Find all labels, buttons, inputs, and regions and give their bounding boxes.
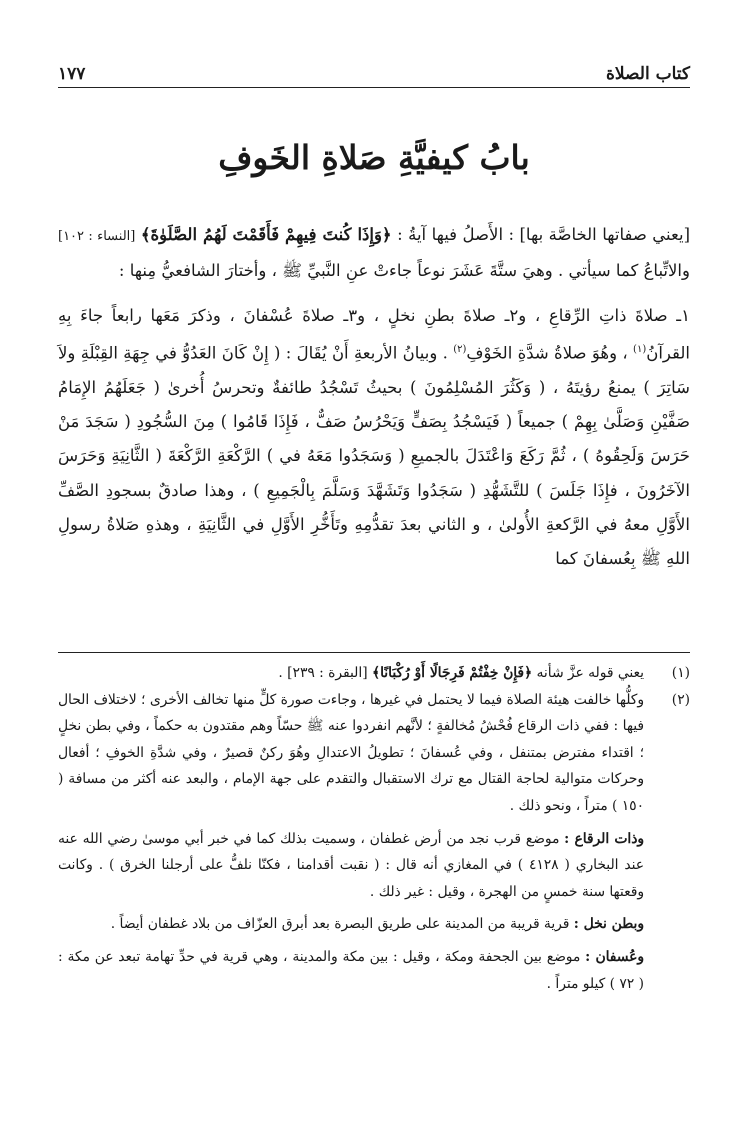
footnote-2-text: وكلُّها خالفت هيئة الصلاة فيما لا يحتمل في غيرها ، وجاءت صورة كلٍّ منها تخالف الأخرى ؛ لاختلاف الحال فيها : ففي ذات الرقاع فُحْشُ مُخالفةٍ ؛ لأنَّهم انفردوا عنه ﷺ حسّاً وهم مقتدون به حكماً ، وفي بطن نخلٍ ؛ اقتداء مفترض بمتنفل ، وفي عُسفانَ ؛ تطويلُ الاعتدالِ وهُوَ ركنٌ قصيرٌ ، وفي شدَّةِ الخوفِ ؛ أفعال وحركات متوالية لحاجة القتال مع ترك الاستقبال والتقدم على جهة الإمام ، والبعد عنه أكثر من مسافة ( ١٥٠ ) متراً ، ونحو ذلك . <box>58 691 644 814</box>
chapter-title: بابُ كيفيَّةِ صَلاةِ الخَوفِ <box>218 138 530 177</box>
header-rule <box>58 87 690 88</box>
glossary-definition: موضع بين الجحفة ومكة ، وقيل : بين مكة والمدينة ، وهي قرية في حدِّ تهامة تبعد عن مكة : ( ٧٢ ) كيلو متراً . <box>58 948 644 992</box>
footnote-marker-1[interactable]: (١) <box>633 343 647 355</box>
quran-verse: ﴿وَإِذَا كُنتَ فِيهِمْ فَأَقَمْتَ لَهُمُ الصَّلَوٰةَ﴾ <box>140 225 392 244</box>
footnote-1-ref: [البقرة : ٢٣٩] . <box>278 665 368 681</box>
book-title: كتاب الصلاة <box>605 64 690 84</box>
footnote-text <box>58 660 644 687</box>
footnote-1-text: يعني قوله عزَّ شأنه <box>536 665 644 681</box>
footnote-2 <box>58 687 690 820</box>
main-text-3: . وبيانُ الأربعةِ أَنْ يُقَالَ : ( إِنْ كَانَ العَدُوُّ في جِهَةِ القِبْلَةِ ولاَ سَاتِرَ ) يمنعُ رؤيتَهُ ، ( وَكَثُرَ المُسْلِمُونَ ) بحيثُ تَسْجُدُ طائفةٌ وتحرسُ أُخرىٰ ( جَعَلَهُمُ الإِمَامُ صَفَّيْنِ وَصَلَّىٰ بِهِمْ ) جميعاً ( فَيَسْجُدُ بِصَفٍّ وَيَحْرُسُ صَفٌّ ، فَإِذَا قَامُوا ) مِنَ السُّجُودِ ( سَجَدَ مَنْ حَرَسَ وَلَحِقُوهُ ) ، ثُمَّ رَكَعَ وَاعْتَدَلَ بالجميعِ ( وَسَجَدُوا مَعَهُ في ) الرَّكْعَةِ الرَّكْعَةَ ( الثَّانِيَةِ وَحَرَسَ الآخَرُونَ ، فإِذَا جَلَسَ ) للتَّشَهُّدِ ( سَجَدُوا وَتَشَهَّدَ وَسَلَّمَ بِالْجَمِيعِ ) ، وهذا صادقٌ بسجودِ الصَّفِّ الأَوَّلِ معهُ في الرَّكعةِ الأُولىٰ ، و الثاني بعدَ تقدُّمِهِ وتَأَخُّرِ الأَوَّلِ في الثَّانِيَةِ ، وهذهِ صَلاةُ رسولِ اللهِ ﷺ بِعُسفانَ كما <box>58 343 690 569</box>
footnotes <box>58 660 690 997</box>
footnote-1 <box>58 660 690 687</box>
glossary-definition: موضع قرب نجد من أرض غطفان ، وسميت بذلك كما في خبر أبي موسىٰ رضي الله عنه عند البخاري ( ٤١٢٨ ) في المغازي أنه قال : ( نقبت أقدامنا ، فكنّا نلفُّ على أرجلنا الخرق ) . وكانت وقعتها سنة خمسٍ من الهجرة ، وقيل : غير ذلك . <box>58 830 644 900</box>
footnote-number: (١) <box>671 665 690 681</box>
main-text-1: ١ـ صلاةَ ذاتِ الرِّقاعِ ، و٢ـ صلاةَ بطنِ نخلٍ ، و٣ـ صلاةَ عُسْفانَ ، وذكرَ مَعَها رابعاً جاءَ بِهِ القرآنُ <box>58 305 691 363</box>
intro-text-1: [يعني صفاتها الخاصَّة بها] : الأَصلُ فيها آيةُ : <box>397 225 691 244</box>
footnote-rule <box>58 652 690 653</box>
footnote-marker-2[interactable]: (٢) <box>453 343 467 355</box>
glossary-entry-dhat-al-riqa <box>58 826 690 906</box>
glossary-term: وبطن نخل : <box>573 916 644 933</box>
main-text-2: ، وهُوَ صلاةُ شدَّةِ الخَوْفِ <box>466 343 628 363</box>
glossary-entry-usfan <box>58 944 690 997</box>
main-text <box>58 218 690 576</box>
footnote-number: (٢) <box>671 691 690 708</box>
verse-reference: [النساء : ١٠٢] <box>58 229 136 244</box>
page-number: ١٧٧ <box>58 64 86 84</box>
glossary-entry-batn-nakhl <box>58 911 690 938</box>
main-paragraph <box>58 299 690 577</box>
book-page <box>58 0 690 1122</box>
intro-paragraph <box>58 218 690 289</box>
glossary-definition: قرية قريبة من المدينة على طريق البصرة بعد أبرق العزّاف من بلاد غطفان أيضاً . <box>110 916 570 933</box>
glossary-term: وعُسفان : <box>585 948 644 965</box>
running-header <box>58 58 690 84</box>
glossary-term: وذات الرقاع : <box>564 830 644 847</box>
intro-text-2: والاتِّباعُ كما سيأتي . وهيَ ستَّةَ عَشَرَ نوعاً جاءتْ عنِ النَّبيِّ ﷺ ، وأختارَ الشافعيُّ مِنها : <box>118 261 690 281</box>
footnote-1-verse: ﴿فَإِنْ خِفْتُمْ فَرِجَالًا أَوْ رُكْبَانًا﴾ <box>371 665 533 681</box>
